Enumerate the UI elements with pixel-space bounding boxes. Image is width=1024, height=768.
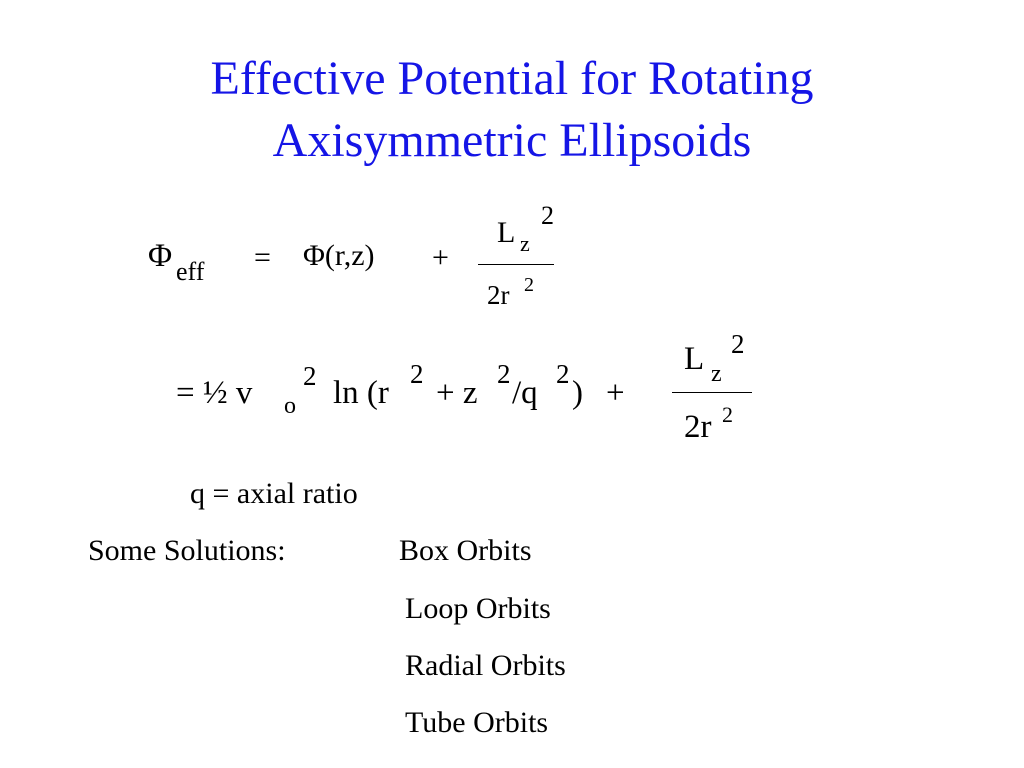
close-paren: ) xyxy=(572,375,583,411)
solution-item-tube-orbits: Tube Orbits xyxy=(405,706,549,739)
slide-title xyxy=(0,48,1024,172)
solutions-label: Some Solutions: xyxy=(88,534,286,567)
q-term: /q xyxy=(512,375,538,411)
half-v-term: = ½ v xyxy=(176,375,253,411)
title-line-2: Axisymmetric Ellipsoids xyxy=(272,114,752,167)
denominator-superscript: 2 xyxy=(524,274,534,296)
denominator: 2r xyxy=(487,280,510,310)
equals-sign: = xyxy=(254,241,271,274)
title-line-1: Effective Potential for Rotating xyxy=(210,52,814,105)
plus-sign-2: + xyxy=(606,375,625,411)
denominator-2: 2r xyxy=(684,409,712,445)
axial-ratio-definition: q = axial ratio xyxy=(190,477,358,510)
potential-term: Φ(r,z) xyxy=(303,239,375,272)
solution-item-radial-orbits: Radial Orbits xyxy=(405,649,566,682)
fraction-bar-2 xyxy=(672,392,752,393)
z-superscript: 2 xyxy=(497,359,511,389)
numerator-L-2: L xyxy=(684,341,705,377)
numerator-subscript-2: z xyxy=(711,361,722,387)
solution-item-box-orbits: Box Orbits xyxy=(399,534,532,567)
r-superscript: 2 xyxy=(410,359,424,389)
numerator-superscript-2: 2 xyxy=(731,329,745,359)
v-subscript: o xyxy=(284,393,296,419)
numerator-L: L xyxy=(497,216,516,249)
numerator-superscript: 2 xyxy=(541,201,554,230)
q-superscript: 2 xyxy=(556,359,570,389)
ln-term: ln (r xyxy=(333,375,389,411)
denominator-superscript-2: 2 xyxy=(722,402,733,427)
v-superscript: 2 xyxy=(303,361,317,391)
plus-sign: + xyxy=(432,241,449,274)
solution-item-loop-orbits: Loop Orbits xyxy=(405,592,551,625)
phi-subscript: eff xyxy=(176,257,205,286)
phi-symbol: Φ xyxy=(148,238,173,274)
fraction-bar xyxy=(478,264,554,265)
z-term: + z xyxy=(436,375,478,411)
numerator-subscript: z xyxy=(520,231,530,256)
